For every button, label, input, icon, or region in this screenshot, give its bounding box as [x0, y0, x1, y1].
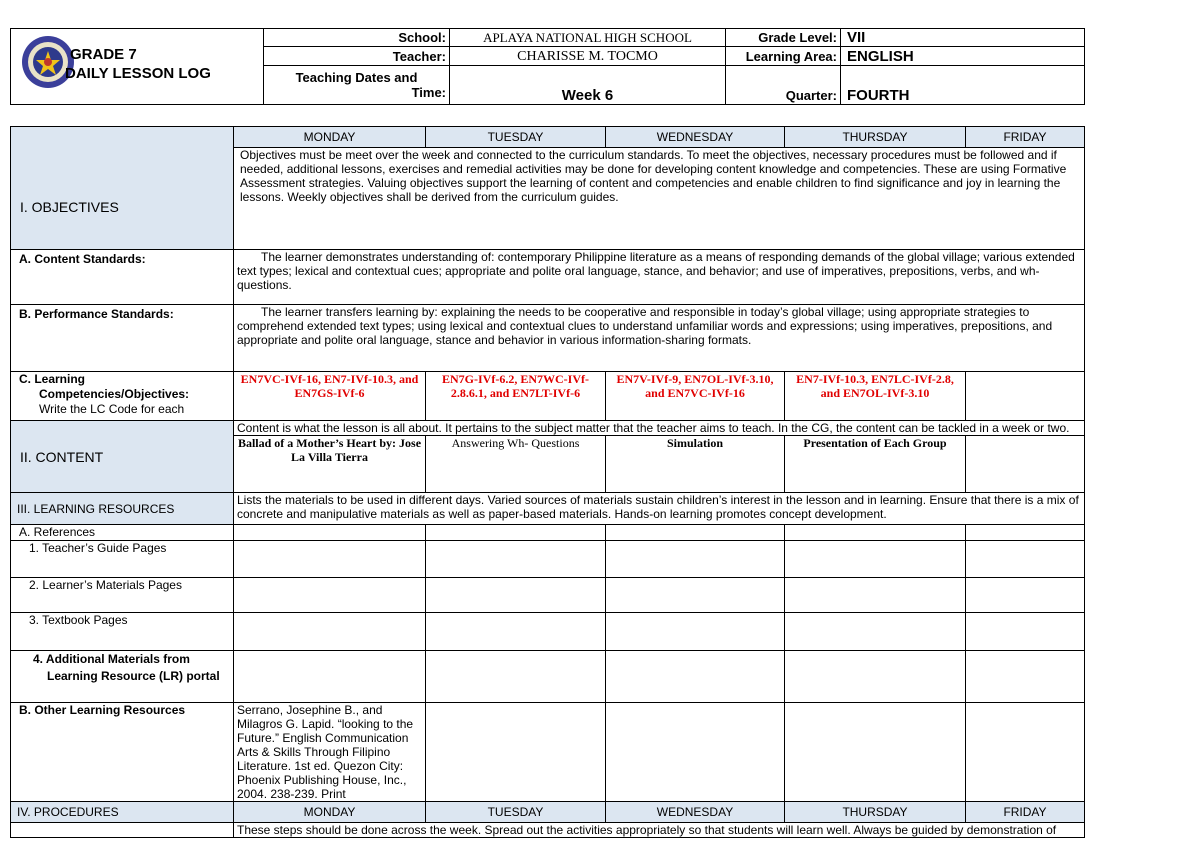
resources-label: III. LEARNING RESOURCES: [11, 493, 234, 525]
content-tuesday: Answering Wh- Questions: [426, 436, 606, 493]
references-friday: [966, 525, 1085, 541]
teacher-value: CHARISSE M. TOCMO: [450, 47, 726, 66]
lc-code-friday: [966, 372, 1085, 421]
proc-day-wednesday: WEDNESDAY: [606, 802, 785, 823]
lc-code-tuesday: EN7G-IVf-6.2, EN7WC-IVf-2.8.6.1, and EN7LT-IVf-6: [426, 372, 606, 421]
references-tuesday: [426, 525, 606, 541]
other-resources-monday: Serrano, Josephine B., and Milagros G. Lapid. “looking to the Future.” English Communication Arts & Skills Through Filipino Literature. 1st ed. Quezon City: Phoenix Publishing House, Inc., 2004. 238-239. Print: [234, 703, 426, 802]
references-label: A. References: [11, 525, 234, 541]
content-label: II. CONTENT: [20, 448, 104, 465]
add-monday: [234, 651, 426, 703]
proc-day-thursday: THURSDAY: [785, 802, 966, 823]
school-label: School:: [264, 29, 450, 47]
grade-value: VII: [841, 29, 1085, 47]
tg-wednesday: [606, 541, 785, 578]
proc-day-tuesday: TUESDAY: [426, 802, 606, 823]
dates-label: [264, 66, 450, 105]
competencies-label-line-2: Competencies/Objectives:: [39, 387, 190, 401]
tb-thursday: [785, 613, 966, 651]
procedures-note: These steps should be done across the week. Spread out the activities appropriately so that students will learn well. Always be guided by demonstration of: [234, 823, 1085, 838]
school-value: APLAYA NATIONAL HIGH SCHOOL: [450, 29, 726, 47]
other-tuesday: [426, 703, 606, 802]
day-header-thursday: THURSDAY: [785, 127, 966, 148]
content-standards-label: A. Content Standards:: [11, 250, 234, 305]
performance-standards-label: B. Performance Standards:: [11, 305, 234, 372]
content-thursday: Presentation of Each Group: [785, 436, 966, 493]
additional-materials-label: 4. Additional Materials from Learning Resource (LR) portal: [33, 652, 220, 683]
add-thursday: [785, 651, 966, 703]
other-wednesday: [606, 703, 785, 802]
content-standards-text: The learner demonstrates understanding of: contemporary Philippine literature as a means of responding demands of the global village; various extended text types; lexical and contextual cues; appropriate and polite oral language, stance, and behavior; and use of imperatives, prepositions, verbs, and wh- questions.: [237, 250, 1075, 292]
competencies-label: [11, 372, 234, 421]
performance-standards-cell: [234, 305, 1085, 372]
proc-day-monday: MONDAY: [234, 802, 426, 823]
procedures-label: IV. PROCEDURES: [11, 802, 234, 823]
objectives-label: I. OBJECTIVES: [20, 199, 119, 215]
references-thursday: [785, 525, 966, 541]
dates-label-line-2: Time:: [411, 85, 446, 101]
content-friday: [966, 436, 1085, 493]
lm-thursday: [785, 578, 966, 613]
references-monday: [234, 525, 426, 541]
tb-friday: [966, 613, 1085, 651]
tb-monday: [234, 613, 426, 651]
other-friday: [966, 703, 1085, 802]
area-label: Learning Area:: [726, 47, 841, 66]
competencies-label-line-3: Write the LC Code for each: [39, 402, 185, 416]
objectives-text: Objectives must be meet over the week and connected to the curriculum standards. To meet the objectives, necessary procedures must be followed and if needed, additional lessons, exercises and remedial activities may be done for developing content knowledge and competencies. These are using Formative Assessment strategies. Valuing objectives support the learning of content and competencies and enable children to find significance and joy in learning the lessons. Weekly objectives shall be derived from the curriculum guides.: [234, 148, 1085, 250]
days-header-row: [11, 127, 1085, 148]
title-line-2: DAILY LESSON LOG: [65, 65, 211, 82]
content-standards-cell: [234, 250, 1085, 305]
day-header-monday: MONDAY: [234, 127, 426, 148]
references-wednesday: [606, 525, 785, 541]
tg-friday: [966, 541, 1085, 578]
tg-tuesday: [426, 541, 606, 578]
tg-monday: [234, 541, 426, 578]
quarter-value: FOURTH: [841, 66, 1085, 105]
resources-note: Lists the materials to be used in different days. Varied sources of materials sustain children’s interest in the lesson and in learning. Ensure that there is a mix of concrete and manipulative materials as well as paper-based materials. Hands-on learning promotes concept development.: [234, 493, 1085, 525]
teacher-label: Teacher:: [264, 47, 450, 66]
content-label-cell: [11, 421, 234, 493]
header-title-cell: [11, 29, 264, 105]
grade-label: Grade Level:: [726, 29, 841, 47]
textbook-pages-label: 3. Textbook Pages: [11, 613, 234, 651]
add-tuesday: [426, 651, 606, 703]
day-header-wednesday: WEDNESDAY: [606, 127, 785, 148]
log-title: [65, 45, 211, 83]
add-friday: [966, 651, 1085, 703]
dates-label-line-1: Teaching Dates and: [295, 70, 418, 86]
additional-materials-cell: [11, 651, 234, 703]
add-wednesday: [606, 651, 785, 703]
learners-materials-label: 2. Learner’s Materials Pages: [11, 578, 234, 613]
quarter-label: Quarter:: [726, 66, 841, 105]
content-note: Content is what the lesson is all about. It pertains to the subject matter that the teacher aims to teach. In the CG, the content can be tackled in a week or two.: [234, 421, 1085, 436]
lm-monday: [234, 578, 426, 613]
content-wednesday: Simulation: [606, 436, 785, 493]
lm-tuesday: [426, 578, 606, 613]
lesson-log-table: [10, 126, 1085, 838]
content-monday: Ballad of a Mother’s Heart by: Jose La Villa Tierra: [234, 436, 426, 493]
other-resources-label: B. Other Learning Resources: [11, 703, 234, 802]
proc-day-friday: FRIDAY: [966, 802, 1085, 823]
other-thursday: [785, 703, 966, 802]
day-header-tuesday: TUESDAY: [426, 127, 606, 148]
procedures-blank: [11, 823, 234, 838]
area-value: ENGLISH: [841, 47, 1085, 66]
lm-friday: [966, 578, 1085, 613]
dates-value: Week 6: [450, 66, 726, 105]
lc-code-monday: EN7VC-IVf-16, EN7-IVf-10.3, and EN7GS-IVf-6: [234, 372, 426, 421]
lc-code-wednesday: EN7V-IVf-9, EN7OL-IVf-3.10, and EN7VC-IVf-16: [606, 372, 785, 421]
competencies-label-line-1: C. Learning: [19, 372, 86, 386]
performance-standards-text: The learner transfers learning by: explaining the needs to be cooperative and responsible in today’s global village; using appropriate strategies to comprehend extended text types; using lexical and contextual clues to understand unfamiliar words and expressions; using imperatives, prepositions, and appropriate and polite oral language, stance and behavior in various information-sharing formats.: [237, 305, 1053, 347]
title-line-1: GRADE 7: [70, 46, 137, 63]
lc-code-thursday: EN7-IVf-10.3, EN7LC-IVf-2.8, and EN7OL-IVf-3.10: [785, 372, 966, 421]
tg-thursday: [785, 541, 966, 578]
lm-wednesday: [606, 578, 785, 613]
day-header-friday: FRIDAY: [966, 127, 1085, 148]
tb-wednesday: [606, 613, 785, 651]
objectives-label-cell: [11, 127, 234, 250]
teachers-guide-label: 1. Teacher’s Guide Pages: [11, 541, 234, 578]
tb-tuesday: [426, 613, 606, 651]
header-table: [10, 28, 1085, 105]
